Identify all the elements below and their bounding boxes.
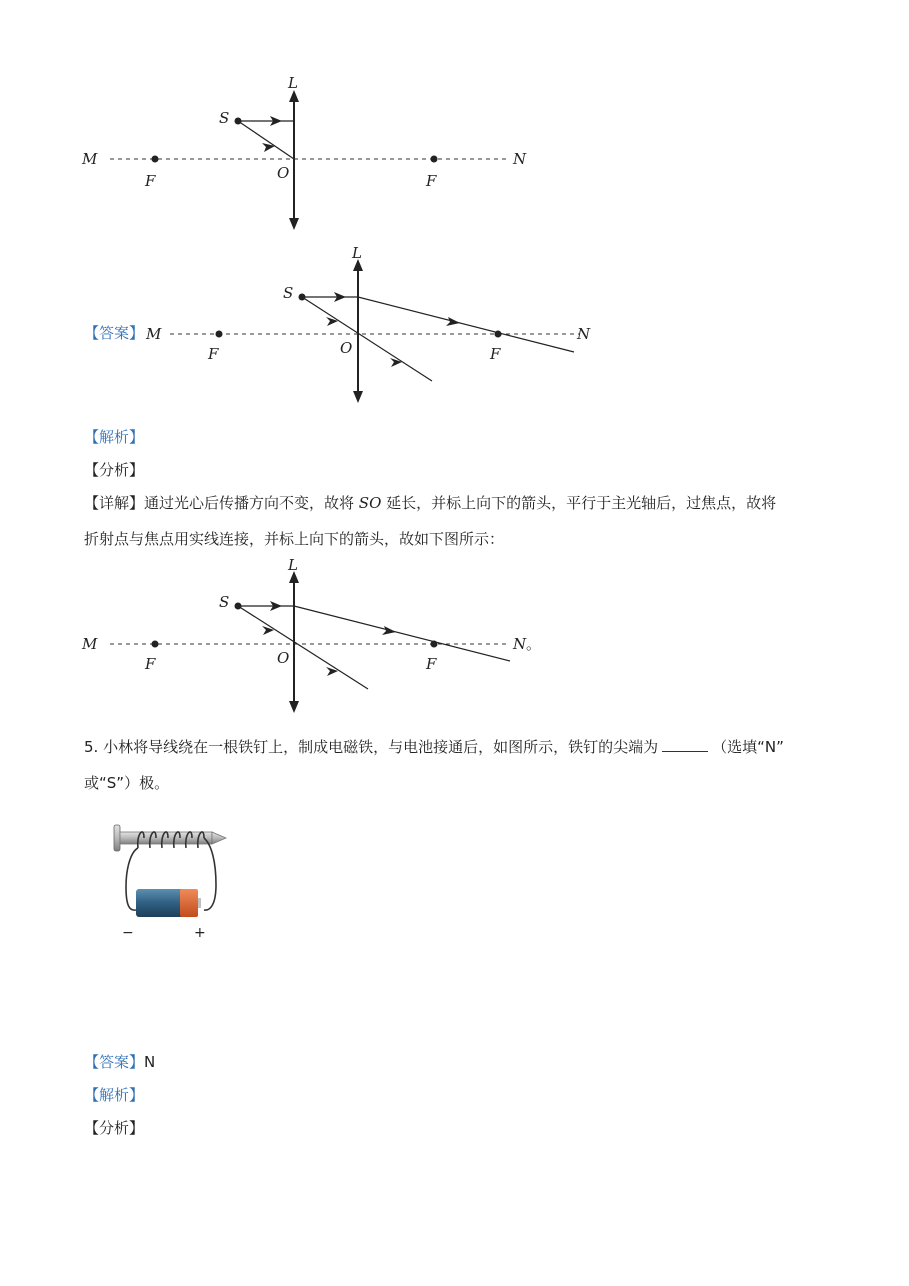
xiangjie-tag: 【详解】	[84, 494, 145, 512]
lens-diagram-answer	[140, 245, 610, 410]
label-N: N	[513, 150, 527, 168]
label-O: O	[277, 164, 290, 182]
svg-text:F: F	[145, 655, 156, 673]
answer-tag: 【答案】	[84, 324, 145, 342]
question-5-line-2: 或“S”）极。	[84, 774, 170, 792]
minus-label: −	[122, 925, 134, 941]
svg-text:O: O	[340, 339, 353, 357]
svg-text:。: 。	[526, 635, 542, 653]
jiexi-tag-5: 【解析】	[84, 1086, 145, 1104]
svg-text:O: O	[277, 649, 290, 667]
svg-text:N: N	[577, 325, 591, 343]
label-F-left: F	[145, 172, 156, 190]
nail-icon	[114, 825, 226, 851]
svg-text:S: S	[219, 593, 230, 611]
electromagnet-figure	[108, 815, 238, 945]
svg-text:S: S	[283, 284, 294, 302]
answer-blank	[662, 737, 708, 752]
label-M: M	[82, 150, 98, 168]
question-5-line-1: 5. 小林将导线绕在一根铁钉上，制成电磁铁，与电池接通后，如图所示，铁钉的尖端为 （选填“N”	[84, 738, 784, 756]
answer-5	[84, 1051, 155, 1073]
svg-text:L: L	[288, 556, 298, 574]
detail-line-1: 【详解】通过光心后传播方向不变，故将 SO 延长，并标上向下的箭头，平行于主光轴后，过焦点，故将	[84, 494, 777, 512]
svg-text:M: M	[146, 325, 162, 343]
focus-left	[152, 156, 159, 163]
fenxi-tag-5: 【分析】	[84, 1119, 145, 1137]
label-L: L	[288, 74, 298, 92]
svg-text:F: F	[208, 345, 219, 363]
svg-text:L: L	[352, 245, 362, 262]
jiexi-tag-1: 【解析】	[84, 428, 145, 446]
svg-text:M: M	[82, 635, 98, 653]
label-F-right: F	[426, 172, 437, 190]
svg-text:F: F	[426, 655, 437, 673]
label-S: S	[219, 109, 230, 127]
answer-value-5: N	[144, 1053, 156, 1071]
svg-text:F: F	[490, 345, 501, 363]
focus-right	[431, 156, 438, 163]
svg-text:N: N	[513, 635, 527, 653]
answer-tag-5: 【答案】	[84, 1053, 145, 1071]
lens-diagram-detail	[70, 555, 550, 720]
detail-line-2: 折射点与焦点用实线连接，并标上向下的箭头，故如下图所示：	[84, 530, 505, 548]
lens-diagram-question	[70, 68, 550, 238]
battery-icon	[136, 889, 201, 917]
fenxi-tag-1: 【分析】	[84, 461, 145, 479]
plus-label: +	[194, 925, 206, 941]
